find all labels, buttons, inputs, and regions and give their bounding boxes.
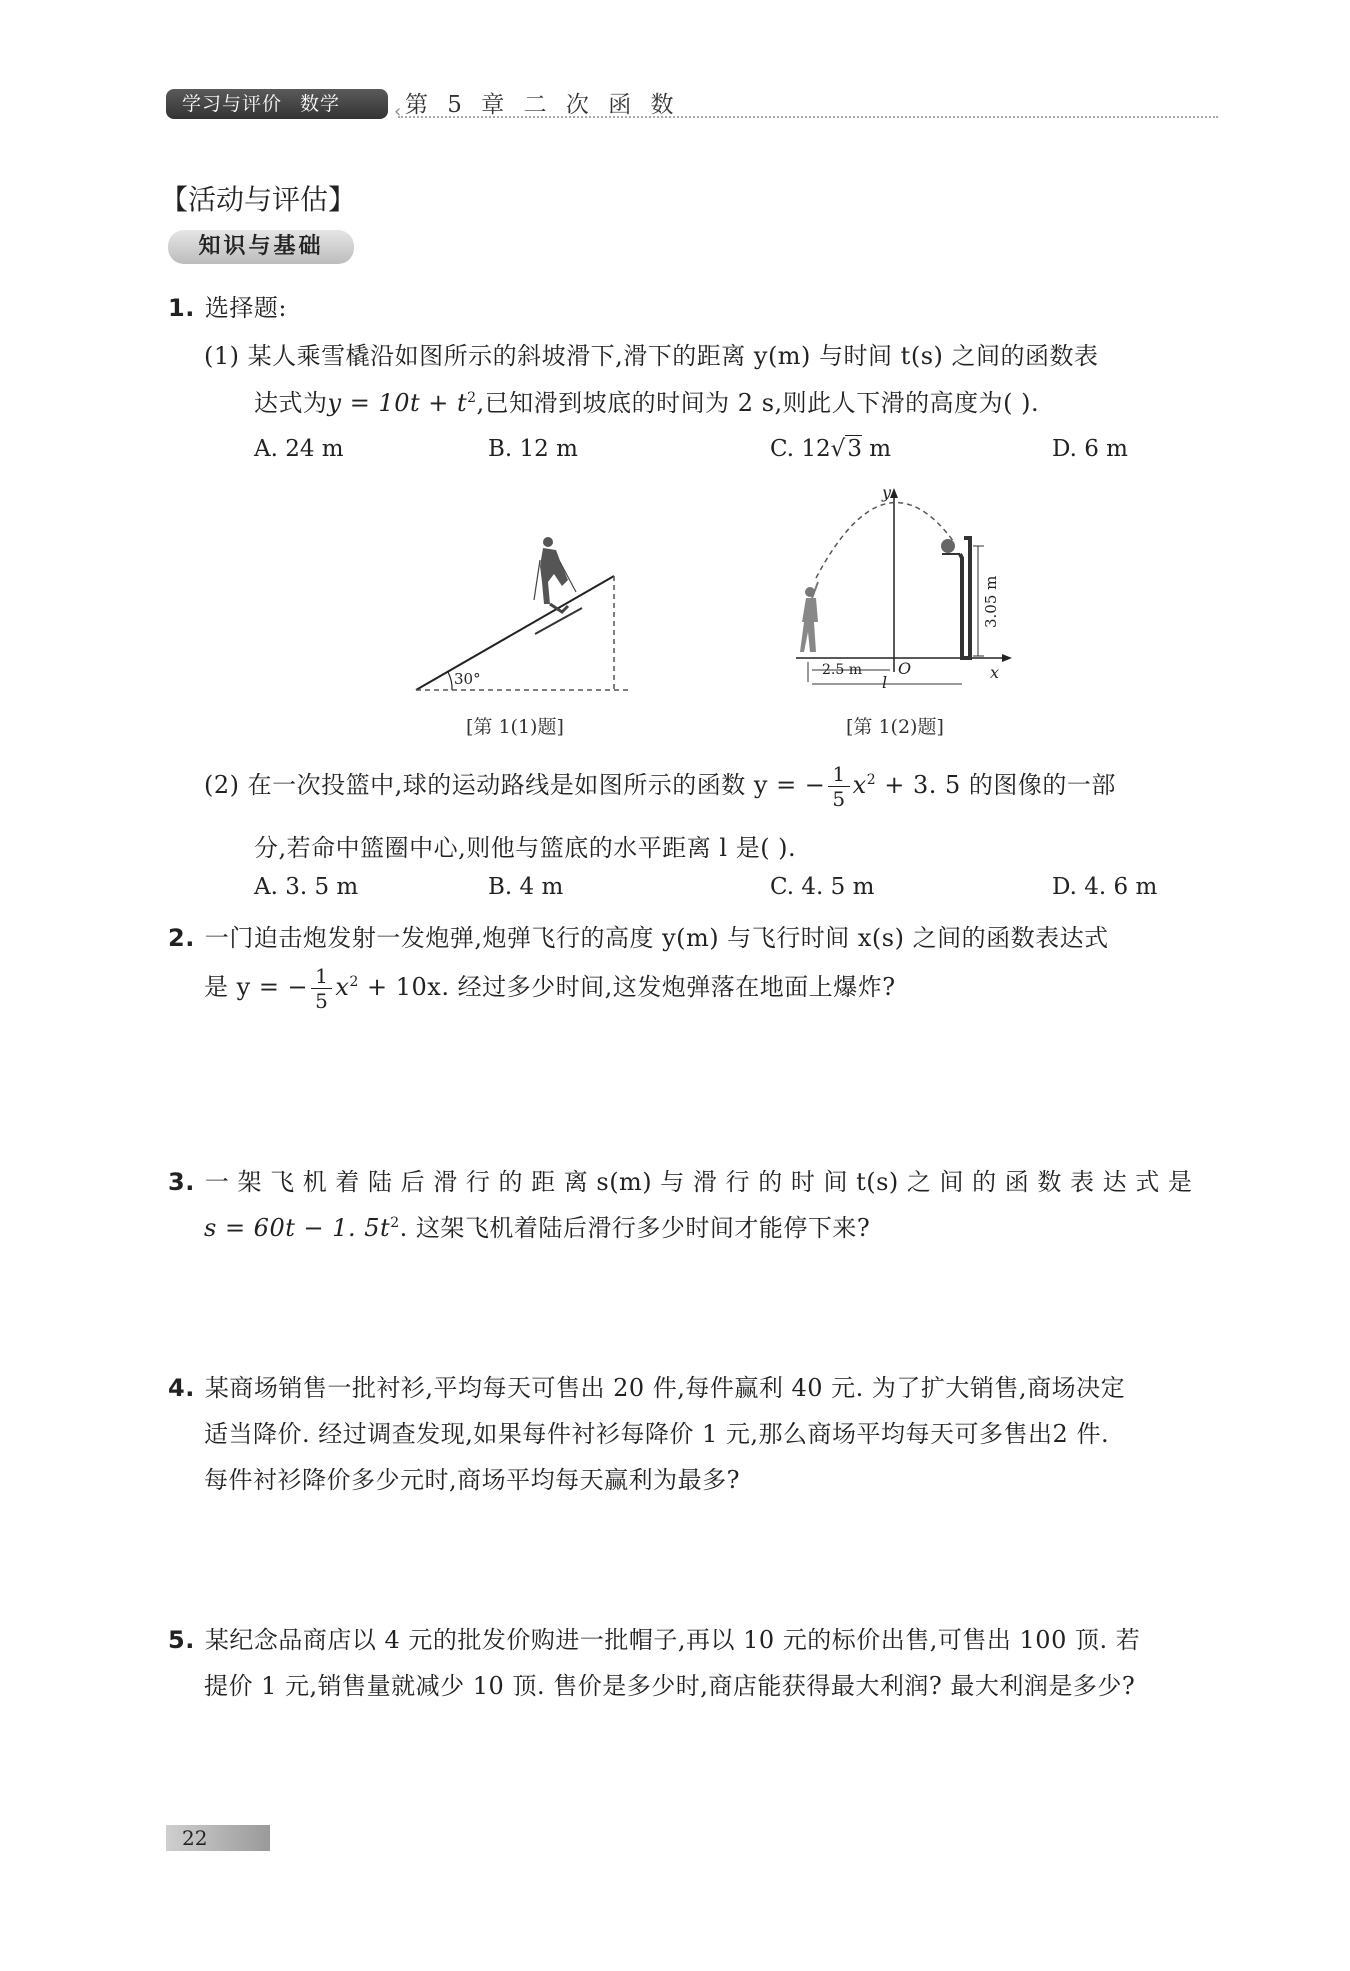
l-label: l <box>882 673 888 692</box>
x-axis-label: x <box>990 663 1000 682</box>
figure-1-2-caption: [第 1(2)题] <box>846 716 944 738</box>
q1-p2-square: 2 <box>866 772 877 788</box>
q1-p1-option-c <box>770 436 891 462</box>
q2-line2-c: + 10x. 经过多少时间,这发炮弹落在地面上爆炸? <box>358 973 896 1001</box>
q4-text-1: 某商场销售一批衬衫,平均每天可售出 20 件,每件赢利 40 元. 为了扩大销售,商场决定 <box>204 1374 1126 1402</box>
q1-p1-option-a: A. 24 m <box>254 436 344 462</box>
header-arrow-icon: ‹ <box>394 101 402 122</box>
q2-frac-den: 5 <box>315 989 329 1013</box>
angle-label: 30° <box>454 670 481 688</box>
chapter-title: 第 5 章 二 次 函 数 <box>405 92 680 118</box>
q3-line1 <box>168 1162 1192 1197</box>
q1-p1-option-c-unit: m <box>861 436 892 462</box>
q1-p2-line1 <box>204 762 1116 811</box>
origin-label: O <box>898 659 912 678</box>
q2-line1 <box>168 918 1109 953</box>
q1-heading <box>168 288 287 323</box>
q1-p2-option-b: B. 4 m <box>488 874 564 900</box>
sqrt-icon: √ <box>830 436 846 462</box>
q2-line2 <box>204 964 896 1013</box>
q4-line3: 每件衬衫降价多少元时,商场平均每天赢利为最多? <box>204 1466 740 1494</box>
q1-p2-x: x <box>852 771 867 799</box>
q1-p2-frac-den: 5 <box>832 787 846 811</box>
q1-p1-option-b: B. 12 m <box>488 436 578 462</box>
q5-line2: 提价 1 元,销售量就减少 10 顶. 售价是多少时,商店能获得最大利润? 最大利润是多少? <box>204 1672 1136 1700</box>
q2-text-1: 一门迫击炮发射一发炮弹,炮弹飞行的高度 y(m) 与飞行时间 x(s) 之间的函数表达式 <box>204 924 1109 952</box>
slope-line <box>416 576 614 690</box>
q2-x: x <box>335 973 350 1001</box>
q1-p1-formula: y = 10t + t <box>327 389 468 417</box>
subsection-title: 知识与基础 <box>168 230 354 264</box>
q1-number: 1. <box>168 294 195 322</box>
q5-text-1: 某纪念品商店以 4 元的批发价购进一批帽子,再以 10 元的标价出售,可售出 100 顶. 若 <box>204 1626 1141 1654</box>
section-title: 【活动与评估】 <box>160 183 357 216</box>
player-icon <box>800 582 818 652</box>
distance-label: 2.5 m <box>822 662 862 678</box>
y-axis-label: y <box>882 483 892 502</box>
q1-title: 选择题: <box>204 294 287 322</box>
q1-p1-option-c-value: C. 12 <box>770 436 831 462</box>
series-badge <box>166 89 388 119</box>
q1-p1-line1: (1) 某人乘雪橇沿如图所示的斜坡滑下,滑下的距离 y(m) 与时间 t(s) 之间的函数表 <box>204 342 1099 370</box>
q4-line2: 适当降价. 经过调查发现,如果每件衬衫每降价 1 元,那么商场平均每天可多售出2 件. <box>204 1420 1110 1448</box>
q1-p1-line2-a: 达式为 <box>254 389 328 417</box>
q3-line2 <box>204 1208 870 1243</box>
q1-p1-line2-c: ,已知滑到坡底的时间为 2 s,则此人下滑的高度为( ). <box>476 389 1040 417</box>
height-label: 3.05 m <box>982 575 1000 628</box>
q1-p2-line1-c: + 3. 5 的图像的一部 <box>876 771 1116 799</box>
basketball-figure <box>790 482 1020 694</box>
q1-p2-line2: 分,若命中篮圈中心,则他与篮底的水平距离 l 是( ). <box>254 834 797 862</box>
slope-figure <box>400 530 640 700</box>
q3-square: 2 <box>390 1215 400 1231</box>
page-number-tab <box>166 1825 270 1851</box>
q2-square: 2 <box>349 974 359 990</box>
q3-text-1: 一 架 飞 机 着 陆 后 滑 行 的 距 离 s(m) 与 滑 行 的 时 间 t(s) 之 间 的 函 数 表 达 式 是 <box>204 1168 1193 1196</box>
series-title: 学习与评价 <box>182 93 283 115</box>
subject-title: 数学 <box>300 93 341 115</box>
q4-number: 4. <box>168 1374 195 1402</box>
ball-icon <box>941 539 955 553</box>
q1-p2-fraction <box>828 762 849 811</box>
header-divider <box>398 116 1218 118</box>
hoop-icon <box>942 538 970 658</box>
q1-p1-option-c-root: 3 <box>847 436 862 462</box>
y-axis-arrow-icon <box>890 488 898 498</box>
q2-fraction <box>311 964 332 1013</box>
q1-p2-option-c: C. 4. 5 m <box>770 874 875 900</box>
q3-formula: s = 60t − 1. 5t <box>204 1214 391 1242</box>
q2-line2-a: 是 y = − <box>204 973 309 1001</box>
q1-p1-square: 2 <box>467 390 477 406</box>
angle-arc <box>448 672 452 690</box>
q1-p2-option-a: A. 3. 5 m <box>254 874 359 900</box>
q4-line1 <box>168 1368 1125 1403</box>
q5-line1 <box>168 1620 1140 1655</box>
q5-number: 5. <box>168 1626 195 1654</box>
q1-p2-option-d: D. 4. 6 m <box>1052 874 1158 900</box>
figure-1-1-caption: [第 1(1)题] <box>466 716 564 738</box>
q3-number: 3. <box>168 1168 195 1196</box>
q1-p2-frac-num: 1 <box>828 762 849 787</box>
q3-line2-b: . 这架飞机着陆后滑行多少时间才能停下来? <box>399 1214 871 1242</box>
q2-number: 2. <box>168 924 195 952</box>
q1-p1-line2 <box>254 383 1039 418</box>
page-number: 22 <box>182 1826 208 1850</box>
skier-icon <box>534 537 582 634</box>
q1-p1-option-d: D. 6 m <box>1052 436 1128 462</box>
q2-frac-num: 1 <box>311 964 332 989</box>
ball-trajectory <box>816 503 954 578</box>
x-axis-arrow-icon <box>1002 654 1012 662</box>
q1-p2-line1-a: (2) 在一次投篮中,球的运动路线是如图所示的函数 y = − <box>204 771 826 799</box>
